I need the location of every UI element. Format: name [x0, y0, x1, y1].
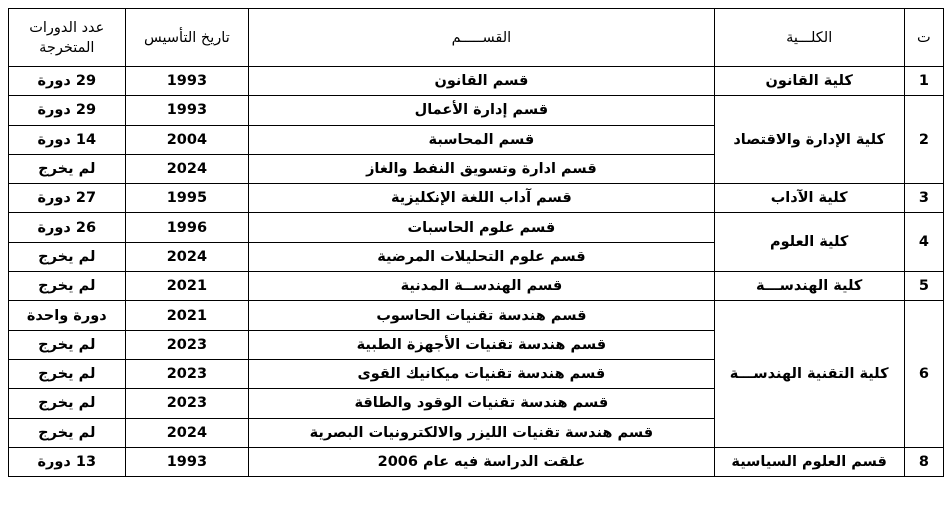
graduated-count: 29 دورة: [9, 96, 126, 125]
department-name: قسم إدارة الأعمال: [249, 96, 714, 125]
graduated-count: لم يخرج: [9, 418, 126, 447]
department-name: قسم علوم التحليلات المرضية: [249, 242, 714, 271]
header-num: ت: [904, 9, 943, 67]
table-row: [9, 96, 944, 125]
department-name: قسم آداب اللغة الإنكليزية: [249, 184, 714, 213]
department-name: قسم هندسة تقنيات الحاسوب: [249, 301, 714, 330]
college-name: قسم العلوم السياسية: [714, 447, 904, 476]
row-number: 2: [904, 96, 943, 184]
graduated-count: لم يخرج: [9, 389, 126, 418]
founded-year: 2024: [125, 418, 249, 447]
founded-year: 2023: [125, 359, 249, 388]
founded-year: 2023: [125, 389, 249, 418]
table-row: [9, 184, 944, 213]
department-name: علقت الدراسة فيه عام 2006: [249, 447, 714, 476]
graduated-count: 14 دورة: [9, 125, 126, 154]
header-department: القســـــم: [249, 9, 714, 67]
founded-year: 1996: [125, 213, 249, 242]
graduated-count: لم يخرج: [9, 359, 126, 388]
graduated-count: دورة واحدة: [9, 301, 126, 330]
graduated-count: 29 دورة: [9, 67, 126, 96]
department-name: قسم هندسة تقنيات الوقود والطاقة: [249, 389, 714, 418]
founded-year: 2023: [125, 330, 249, 359]
department-name: قسم هندسة تقنيات الأجهزة الطبية: [249, 330, 714, 359]
table-container: [8, 8, 944, 477]
department-name: قسم القانون: [249, 67, 714, 96]
header-college: الكلـــية: [714, 9, 904, 67]
college-name: كلية التقنية الهندســـة: [714, 301, 904, 447]
college-name: كلية القانون: [714, 67, 904, 96]
row-number: 8: [904, 447, 943, 476]
founded-year: 2021: [125, 301, 249, 330]
founded-year: 2024: [125, 242, 249, 271]
graduated-count: لم يخرج: [9, 330, 126, 359]
graduated-count: لم يخرج: [9, 242, 126, 271]
row-number: 1: [904, 67, 943, 96]
founded-year: 1993: [125, 96, 249, 125]
header-row: [9, 9, 944, 67]
department-name: قسم المحاسبة: [249, 125, 714, 154]
college-name: كلية الهندســـة: [714, 272, 904, 301]
department-name: قسم الهندســة المدنية: [249, 272, 714, 301]
table-row: [9, 301, 944, 330]
header-graduated: عدد الدورات المتخرجة: [9, 9, 126, 67]
row-number: 3: [904, 184, 943, 213]
founded-year: 2024: [125, 154, 249, 183]
founded-year: 2021: [125, 272, 249, 301]
founded-year: 1995: [125, 184, 249, 213]
department-name: قسم هندسة تقنيات الليزر والالكترونيات البصرية: [249, 418, 714, 447]
department-name: قسم علوم الحاسبات: [249, 213, 714, 242]
graduated-count: 13 دورة: [9, 447, 126, 476]
college-name: كلية الإدارة والاقتصاد: [714, 96, 904, 184]
row-number: 6: [904, 301, 943, 447]
graduated-count: لم يخرج: [9, 272, 126, 301]
graduated-count: 26 دورة: [9, 213, 126, 242]
table-row: [9, 213, 944, 242]
college-name: كلية الآداب: [714, 184, 904, 213]
graduated-count: 27 دورة: [9, 184, 126, 213]
founded-year: 1993: [125, 447, 249, 476]
graduated-count: لم يخرج: [9, 154, 126, 183]
department-name: قسم هندسة تقنيات ميكانيك القوى: [249, 359, 714, 388]
founded-year: 1993: [125, 67, 249, 96]
header-founded: تاريخ التأسيس: [125, 9, 249, 67]
table-row: [9, 67, 944, 96]
table-row: [9, 272, 944, 301]
row-number: 4: [904, 213, 943, 272]
founded-year: 2004: [125, 125, 249, 154]
table-row: [9, 447, 944, 476]
row-number: 5: [904, 272, 943, 301]
department-name: قسم ادارة وتسويق النفط والغاز: [249, 154, 714, 183]
colleges-table: [8, 8, 944, 477]
college-name: كلية العلوم: [714, 213, 904, 272]
table-body: [9, 67, 944, 477]
